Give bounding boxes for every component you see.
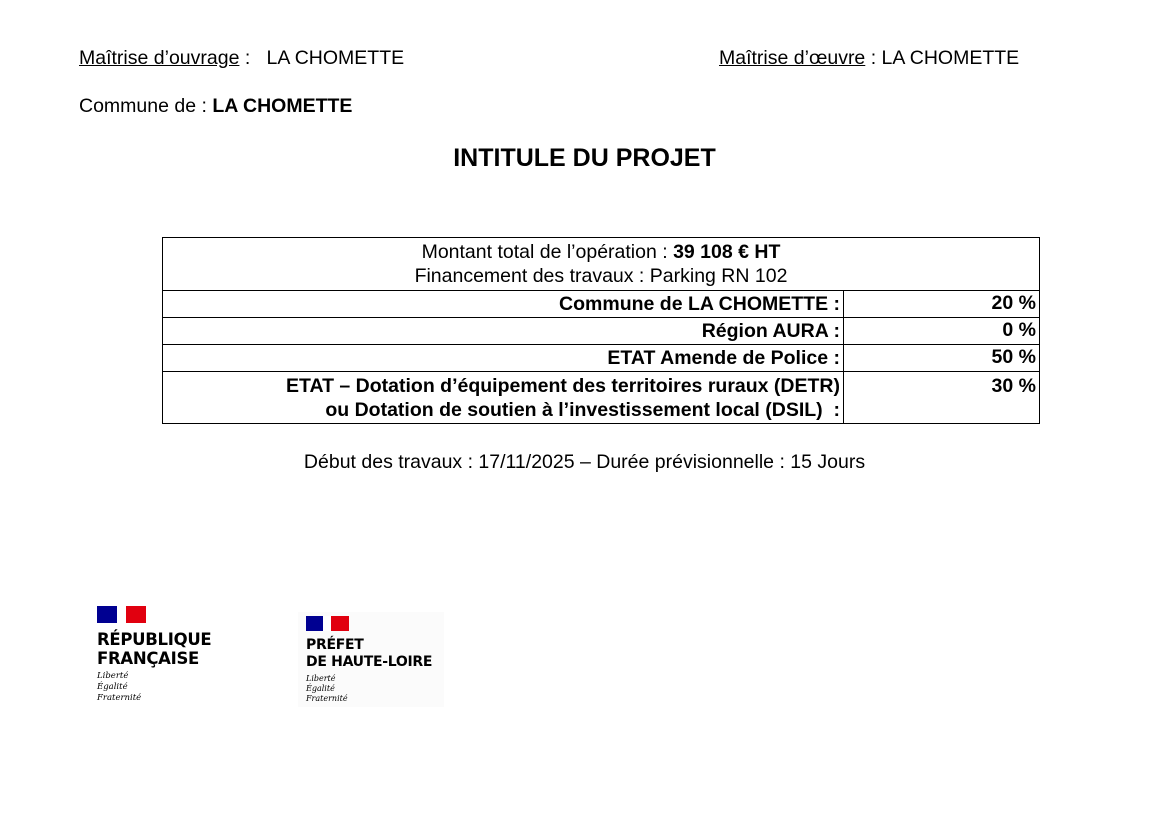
table-row bbox=[163, 318, 1040, 345]
commune bbox=[79, 94, 352, 118]
row-label-line2: ou Dotation de soutien à l’investissement local (DSIL) : bbox=[325, 399, 840, 421]
row-label: Commune de LA CHOMETTE : bbox=[163, 291, 844, 318]
devise bbox=[97, 671, 211, 704]
row-label-line1: ETAT – Dotation d’équipement des territoires ruraux (DETR) bbox=[285, 375, 840, 397]
row-label: Région AURA : bbox=[163, 318, 844, 345]
maitrise-oeuvre-value: LA CHOMETTE bbox=[881, 47, 1020, 69]
prefet-haute-loire-logo bbox=[298, 612, 444, 707]
devise-egalite: Égalité bbox=[97, 682, 128, 692]
table-row bbox=[163, 345, 1040, 372]
maitrise-ouvrage-value: LA CHOMETTE bbox=[266, 47, 405, 69]
debut-travaux: Début des travaux : 17/11/2025 – Durée prévisionnelle : 15 Jours bbox=[303, 451, 866, 473]
maitrise-oeuvre-sep: : bbox=[865, 47, 882, 69]
row-label bbox=[163, 372, 844, 424]
devise-fraternite: Fraternité bbox=[97, 693, 142, 703]
page-title: INTITULE DU PROJET bbox=[453, 144, 716, 172]
financement-line: Financement des travaux : Parking RN 102 bbox=[414, 265, 788, 287]
devise-liberte: Liberté bbox=[97, 671, 129, 681]
row-label: ETAT Amende de Police : bbox=[163, 345, 844, 372]
republique-francaise-logo bbox=[97, 606, 211, 704]
financing-table bbox=[162, 237, 1040, 424]
devise-fraternite: Fraternité bbox=[306, 694, 348, 703]
maitrise-oeuvre bbox=[719, 46, 1019, 70]
maitrise-ouvrage-label: Maîtrise d’ouvrage bbox=[79, 47, 240, 69]
maitrise-oeuvre-label: Maîtrise d’œuvre bbox=[719, 47, 866, 69]
row-value: 0 % bbox=[844, 318, 1040, 345]
maitrise-ouvrage-sep: : bbox=[239, 47, 267, 69]
devise bbox=[306, 674, 432, 704]
commune-value: LA CHOMETTE bbox=[212, 95, 353, 117]
devise-egalite: Égalité bbox=[306, 684, 335, 693]
montant-line bbox=[166, 240, 1036, 264]
montant-label: Montant total de l’opération : bbox=[421, 241, 674, 263]
devise-liberte: Liberté bbox=[306, 674, 336, 683]
maitrise-ouvrage bbox=[79, 46, 404, 70]
row-value: 20 % bbox=[844, 291, 1040, 318]
logo-line1: RÉPUBLIQUE bbox=[97, 630, 212, 649]
table-row bbox=[163, 291, 1040, 318]
financing-header-row bbox=[163, 238, 1040, 291]
marianne-flag-icon bbox=[97, 606, 146, 623]
financing-header bbox=[163, 238, 1040, 291]
marianne-flag-icon bbox=[306, 616, 349, 631]
row-value: 30 % bbox=[844, 372, 1040, 424]
table-row bbox=[163, 372, 1040, 424]
commune-label: Commune de : bbox=[79, 95, 213, 117]
montant-value: 39 108 € HT bbox=[673, 241, 781, 263]
logo-line2: FRANÇAISE bbox=[97, 649, 200, 668]
logo-line2: DE HAUTE-LOIRE bbox=[306, 654, 433, 670]
row-value: 50 % bbox=[844, 345, 1040, 372]
logo-line1: PRÉFET bbox=[306, 637, 364, 653]
